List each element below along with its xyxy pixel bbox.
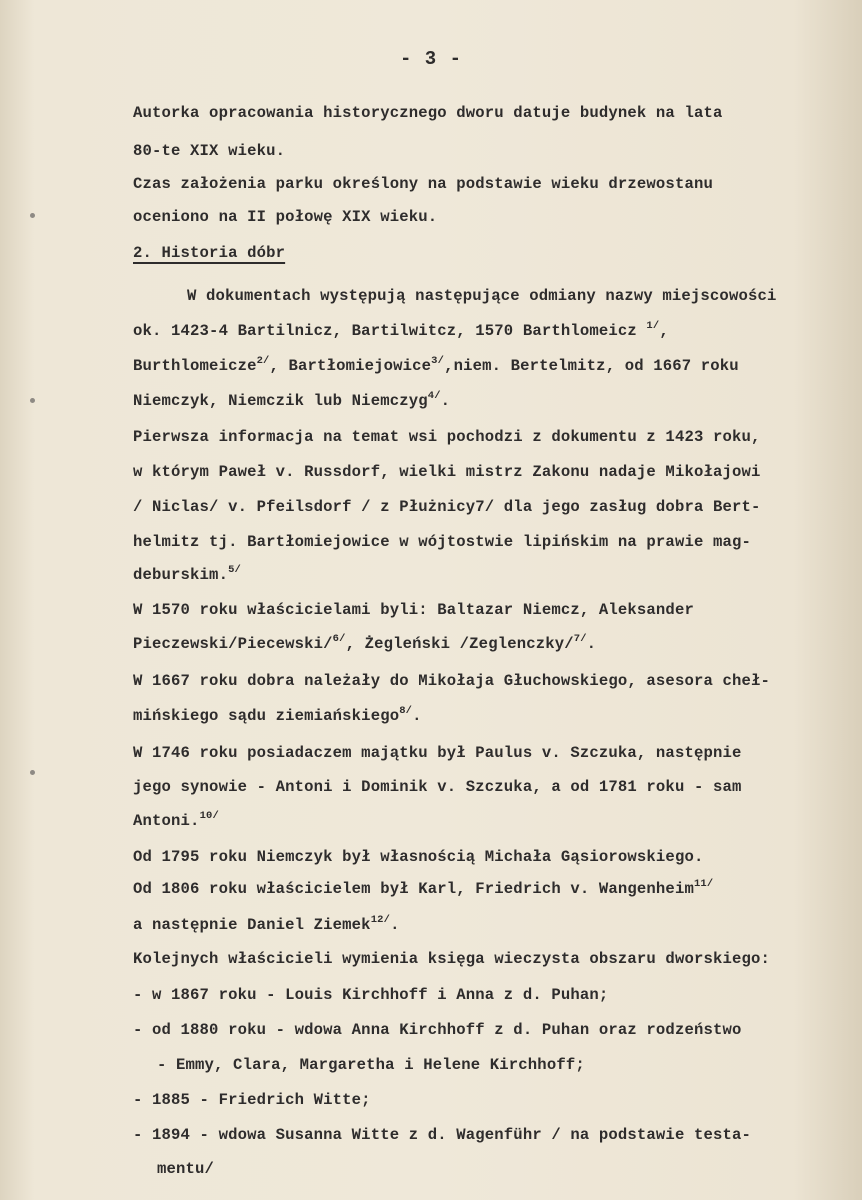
punch-hole-mark <box>30 398 35 403</box>
footnote-ref: 5/ <box>228 564 241 576</box>
punch-hole-mark <box>30 770 35 775</box>
text-line: a następnie Daniel Ziemek$^{12/}$. <box>133 914 400 934</box>
text-line: Kolejnych właścicieli wymienia księga wieczysta obszaru dworskiego: <box>133 950 771 968</box>
text-line: - Emmy, Clara, Margaretha i Helene Kirchhoff; <box>157 1056 585 1074</box>
footnote-ref: 4/ <box>427 390 441 402</box>
text-line: w którym Paweł v. Russdorf, wielki mistrz Zakonu nadaje Mikołajowi <box>133 463 761 481</box>
footnote-ref: 7/ <box>573 633 587 645</box>
footnote-ref: 11/ <box>693 878 714 890</box>
footnote-ref: 2/ <box>256 355 270 367</box>
text-line: Burthlomeicze$^{2/}$, Bartłomiejowice$^{3/}$,niem. Bertelmitz, od 1667 roku <box>133 355 739 375</box>
text-line: W 1570 roku właścicielami byli: Baltazar Niemcz, Aleksander <box>133 601 694 619</box>
footnote-ref: 1/ <box>646 320 660 332</box>
text-line: W dokumentach występują następujące odmiany nazwy miejscowości <box>187 287 777 305</box>
text-line: helmitz tj. Bartłomiejowice w wójtostwie lipińskim na prawie mag- <box>133 533 752 551</box>
text-line: mentu/ <box>157 1160 215 1178</box>
text-line: Pieczewski/Piecewski/$^{6/}$, Żegleński /Zeglenczky/$^{7/}$. <box>133 633 597 653</box>
text-line: Niemczyk, Niemczik lub Niemczyg$^{4/}$. <box>133 390 451 410</box>
text-line: deburskim.$^{5/}$ <box>133 564 241 584</box>
text-line: W 1746 roku posiadaczem majątku był Paulus v. Szczuka, następnie <box>133 744 742 762</box>
footnote-ref: 12/ <box>370 914 391 926</box>
text-line: W 1667 roku dobra należały do Mikołaja Głuchowskiego, asesora cheł- <box>133 672 771 690</box>
text-line: - 1894 - wdowa Susanna Witte z d. Wagenführ / na podstawie testa- <box>133 1126 752 1144</box>
section-heading: 2. Historia dóbr <box>133 244 286 262</box>
text-line: Od 1806 roku właścicielem był Karl, Friedrich v. Wangenheim$^{11/}$ <box>133 878 714 898</box>
text-line: mińskiego sądu ziemiańskiego$^{8/}$. <box>133 705 422 725</box>
footnote-ref: 3/ <box>431 355 445 367</box>
text-line: - 1885 - Friedrich Witte; <box>133 1091 371 1109</box>
text-line: 80-te XIX wieku. <box>133 142 286 160</box>
text-line: oceniono na II połowę XIX wieku. <box>133 208 438 226</box>
footnote-ref: 8/ <box>399 705 413 717</box>
punch-hole-mark <box>30 213 35 218</box>
text-line: Pierwsza informacja na temat wsi pochodzi z dokumentu z 1423 roku, <box>133 428 761 446</box>
text-line: Antoni.$^{10/}$ <box>133 810 219 830</box>
footnote-ref: 10/ <box>199 810 219 822</box>
text-line: - w 1867 roku - Louis Kirchhoff i Anna z d. Puhan; <box>133 986 609 1004</box>
text-line: Czas założenia parku określony na podstawie wieku drzewostanu <box>133 175 713 193</box>
text-line: Od 1795 roku Niemczyk był własnością Michała Gąsiorowskiego. <box>133 848 704 866</box>
text-line: / Niclas/ v. Pfeilsdorf / z Płużnicy7/ dla jego zasług dobra Bert- <box>133 498 761 516</box>
text-line: Autorka opracowania historycznego dworu datuje budynek na lata <box>133 104 723 122</box>
text-line: - od 1880 roku - wdowa Anna Kirchhoff z d. Puhan oraz rodzeństwo <box>133 1021 742 1039</box>
text-line: ok. 1423-4 Bartilnicz, Bartilwitcz, 1570 Barthlomeicz $^{1/}$, <box>133 320 669 340</box>
page-number: - 3 - <box>399 48 462 70</box>
footnote-ref: 6/ <box>332 633 346 645</box>
text-line: jego synowie - Antoni i Dominik v. Szczuka, a od 1781 roku - sam <box>133 778 742 796</box>
